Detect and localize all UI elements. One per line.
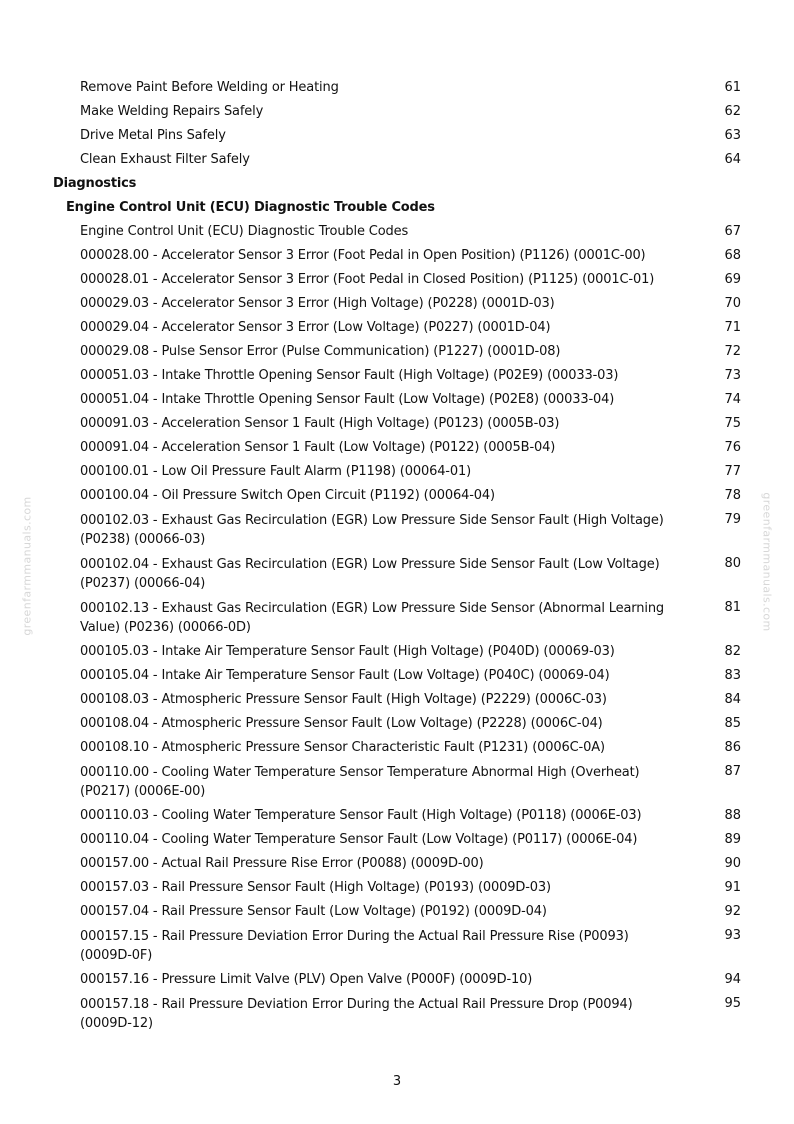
toc-entry-page: 64 <box>724 152 741 168</box>
toc-entry-page: 93 <box>724 928 741 944</box>
toc-entry[interactable] <box>0 244 794 268</box>
toc-entry-title: 000110.00 - Cooling Water Temperature Sensor Temperature Abnormal High (Overheat) (P0217) (0006E-00) <box>80 764 640 799</box>
toc-entry[interactable] <box>0 148 794 172</box>
toc-entry-title: 000029.04 - Accelerator Sensor 3 Error (Low Voltage) (P0227) (0001D-04) <box>80 320 551 336</box>
toc-entries-safety <box>0 76 794 172</box>
toc-entry-title: 000108.10 - Atmospheric Pressure Sensor Characteristic Fault (P1231) (0006C-0A) <box>80 740 605 756</box>
toc-entry-title: 000102.04 - Exhaust Gas Recirculation (EGR) Low Pressure Side Sensor Fault (Low Voltage) (P0237) (00066-04) <box>80 556 660 591</box>
toc-entry-page: 61 <box>724 80 741 96</box>
toc-entry[interactable] <box>0 640 794 664</box>
toc-entry-page: 88 <box>724 808 741 824</box>
toc-entry-page: 86 <box>724 740 741 756</box>
toc-entry[interactable] <box>0 552 794 596</box>
toc-entry-title: 000108.03 - Atmospheric Pressure Sensor Fault (High Voltage) (P2229) (0006C-03) <box>80 692 607 708</box>
toc-entry[interactable] <box>0 712 794 736</box>
watermark-left: greenfarmmanuals.com <box>20 496 34 636</box>
toc-entry[interactable] <box>0 340 794 364</box>
toc-entry-title: 000102.13 - Exhaust Gas Recirculation (EGR) Low Pressure Side Sensor (Abnormal Learning Value) (P0236) (00066-0D) <box>80 600 665 635</box>
toc-entry-title: 000102.03 - Exhaust Gas Recirculation (EGR) Low Pressure Side Sensor Fault (High Voltage) (P0238) (00066-03) <box>80 512 664 547</box>
toc-entry-page: 74 <box>724 392 741 408</box>
toc-entries-diagnostics <box>0 220 794 1036</box>
toc-entry[interactable] <box>0 388 794 412</box>
toc-entry[interactable] <box>0 124 794 148</box>
toc-entry-page: 70 <box>724 296 741 312</box>
toc-entry-title: 000100.01 - Low Oil Pressure Fault Alarm (P1198) (00064-01) <box>80 464 472 480</box>
toc-entry[interactable] <box>0 508 794 552</box>
toc-entry-page: 82 <box>724 644 741 660</box>
toc-entry-page: 91 <box>724 880 741 896</box>
toc-entry[interactable] <box>0 76 794 100</box>
toc-entry-title: 000091.04 - Acceleration Sensor 1 Fault (Low Voltage) (P0122) (0005B-04) <box>80 440 556 456</box>
toc-entry-page: 87 <box>724 764 741 780</box>
toc-entry[interactable] <box>0 876 794 900</box>
toc-entry-title: 000157.03 - Rail Pressure Sensor Fault (High Voltage) (P0193) (0009D-03) <box>80 880 551 896</box>
toc-entry-page: 62 <box>724 104 741 120</box>
table-of-contents <box>0 76 794 1036</box>
toc-entry[interactable] <box>0 596 794 640</box>
toc-entry-title: 000157.15 - Rail Pressure Deviation Error During the Actual Rail Pressure Rise (P0093) (0009D-0F) <box>80 928 629 963</box>
toc-entry-title: 000051.03 - Intake Throttle Opening Sensor Fault (High Voltage) (P02E9) (00033-03) <box>80 368 619 384</box>
toc-entry-page: 84 <box>724 692 741 708</box>
toc-entry[interactable] <box>0 484 794 508</box>
toc-entry-title: Drive Metal Pins Safely <box>80 128 226 144</box>
toc-entry[interactable] <box>0 804 794 828</box>
toc-entry-page: 68 <box>724 248 741 264</box>
toc-entry-title: 000028.00 - Accelerator Sensor 3 Error (Foot Pedal in Open Position) (P1126) (0001C-00) <box>80 248 646 264</box>
toc-entry-page: 77 <box>724 464 741 480</box>
watermark-right: greenfarmmanuals.com <box>760 492 774 632</box>
toc-entry[interactable] <box>0 736 794 760</box>
toc-entry-title: 000110.03 - Cooling Water Temperature Sensor Fault (High Voltage) (P0118) (0006E-03) <box>80 808 642 824</box>
toc-entry[interactable] <box>0 436 794 460</box>
toc-entry-page: 89 <box>724 832 741 848</box>
toc-entry-title: 000157.04 - Rail Pressure Sensor Fault (Low Voltage) (P0192) (0009D-04) <box>80 904 547 920</box>
toc-entry-title: Make Welding Repairs Safely <box>80 104 264 120</box>
toc-entry[interactable] <box>0 760 794 804</box>
toc-entry[interactable] <box>0 992 794 1036</box>
toc-entry-title: 000100.04 - Oil Pressure Switch Open Circuit (P1192) (00064-04) <box>80 488 495 504</box>
toc-entry-page: 81 <box>724 600 741 616</box>
toc-entry[interactable] <box>0 828 794 852</box>
toc-entry-title: Clean Exhaust Filter Safely <box>80 152 250 168</box>
toc-entry-title: 000051.04 - Intake Throttle Opening Sensor Fault (Low Voltage) (P02E8) (00033-04) <box>80 392 615 408</box>
toc-entry[interactable] <box>0 292 794 316</box>
toc-entry-title: 000091.03 - Acceleration Sensor 1 Fault (High Voltage) (P0123) (0005B-03) <box>80 416 560 432</box>
toc-entry-title: 000110.04 - Cooling Water Temperature Sensor Fault (Low Voltage) (P0117) (0006E-04) <box>80 832 638 848</box>
toc-entry[interactable] <box>0 412 794 436</box>
toc-entry-page: 73 <box>724 368 741 384</box>
toc-entry-title: Engine Control Unit (ECU) Diagnostic Trouble Codes <box>80 224 409 240</box>
toc-entry-title: 000105.03 - Intake Air Temperature Sensor Fault (High Voltage) (P040D) (00069-03) <box>80 644 615 660</box>
toc-entry-page: 95 <box>724 996 741 1012</box>
toc-entry-title: 000029.08 - Pulse Sensor Error (Pulse Communication) (P1227) (0001D-08) <box>80 344 561 360</box>
toc-entry[interactable] <box>0 316 794 340</box>
toc-entry-page: 69 <box>724 272 741 288</box>
toc-entry-title: 000029.03 - Accelerator Sensor 3 Error (High Voltage) (P0228) (0001D-03) <box>80 296 555 312</box>
toc-entry-title: 000157.16 - Pressure Limit Valve (PLV) Open Valve (P000F) (0009D-10) <box>80 972 533 988</box>
toc-entry-page: 79 <box>724 512 741 528</box>
toc-entry-page: 90 <box>724 856 741 872</box>
toc-entry-page: 83 <box>724 668 741 684</box>
toc-entry[interactable] <box>0 364 794 388</box>
toc-entry[interactable] <box>0 924 794 968</box>
toc-entry-page: 72 <box>724 344 741 360</box>
toc-entry-title: Remove Paint Before Welding or Heating <box>80 80 339 96</box>
toc-entry-title: 000105.04 - Intake Air Temperature Sensor Fault (Low Voltage) (P040C) (00069-04) <box>80 668 610 684</box>
toc-section-heading[interactable]: Diagnostics <box>53 176 137 192</box>
page-number: 3 <box>392 1074 402 1089</box>
toc-entry-page: 71 <box>724 320 741 336</box>
toc-entry-title: 000108.04 - Atmospheric Pressure Sensor Fault (Low Voltage) (P2228) (0006C-04) <box>80 716 603 732</box>
toc-entry-page: 63 <box>724 128 741 144</box>
toc-entry-page: 92 <box>724 904 741 920</box>
toc-entry[interactable] <box>0 688 794 712</box>
toc-entry[interactable] <box>0 852 794 876</box>
toc-entry[interactable] <box>0 968 794 992</box>
toc-entry-title: 000028.01 - Accelerator Sensor 3 Error (Foot Pedal in Closed Position) (P1125) (0001C-01) <box>80 272 655 288</box>
toc-entry[interactable] <box>0 900 794 924</box>
toc-entry[interactable] <box>0 664 794 688</box>
toc-entry-page: 80 <box>724 556 741 572</box>
toc-entry-title: 000157.00 - Actual Rail Pressure Rise Error (P0088) (0009D-00) <box>80 856 484 872</box>
toc-entry[interactable] <box>0 100 794 124</box>
toc-entry[interactable] <box>0 460 794 484</box>
toc-entry-page: 67 <box>724 224 741 240</box>
toc-entry-page: 94 <box>724 972 741 988</box>
toc-entry-page: 76 <box>724 440 741 456</box>
toc-subsection-heading[interactable]: Engine Control Unit (ECU) Diagnostic Trouble Codes <box>66 200 435 216</box>
toc-entry-page: 85 <box>724 716 741 732</box>
toc-entry-page: 78 <box>724 488 741 504</box>
toc-entry[interactable] <box>0 220 794 244</box>
toc-entry[interactable] <box>0 268 794 292</box>
toc-entry-title: 000157.18 - Rail Pressure Deviation Error During the Actual Rail Pressure Drop (P0094) (0009D-12) <box>80 996 633 1031</box>
toc-entry-page: 75 <box>724 416 741 432</box>
